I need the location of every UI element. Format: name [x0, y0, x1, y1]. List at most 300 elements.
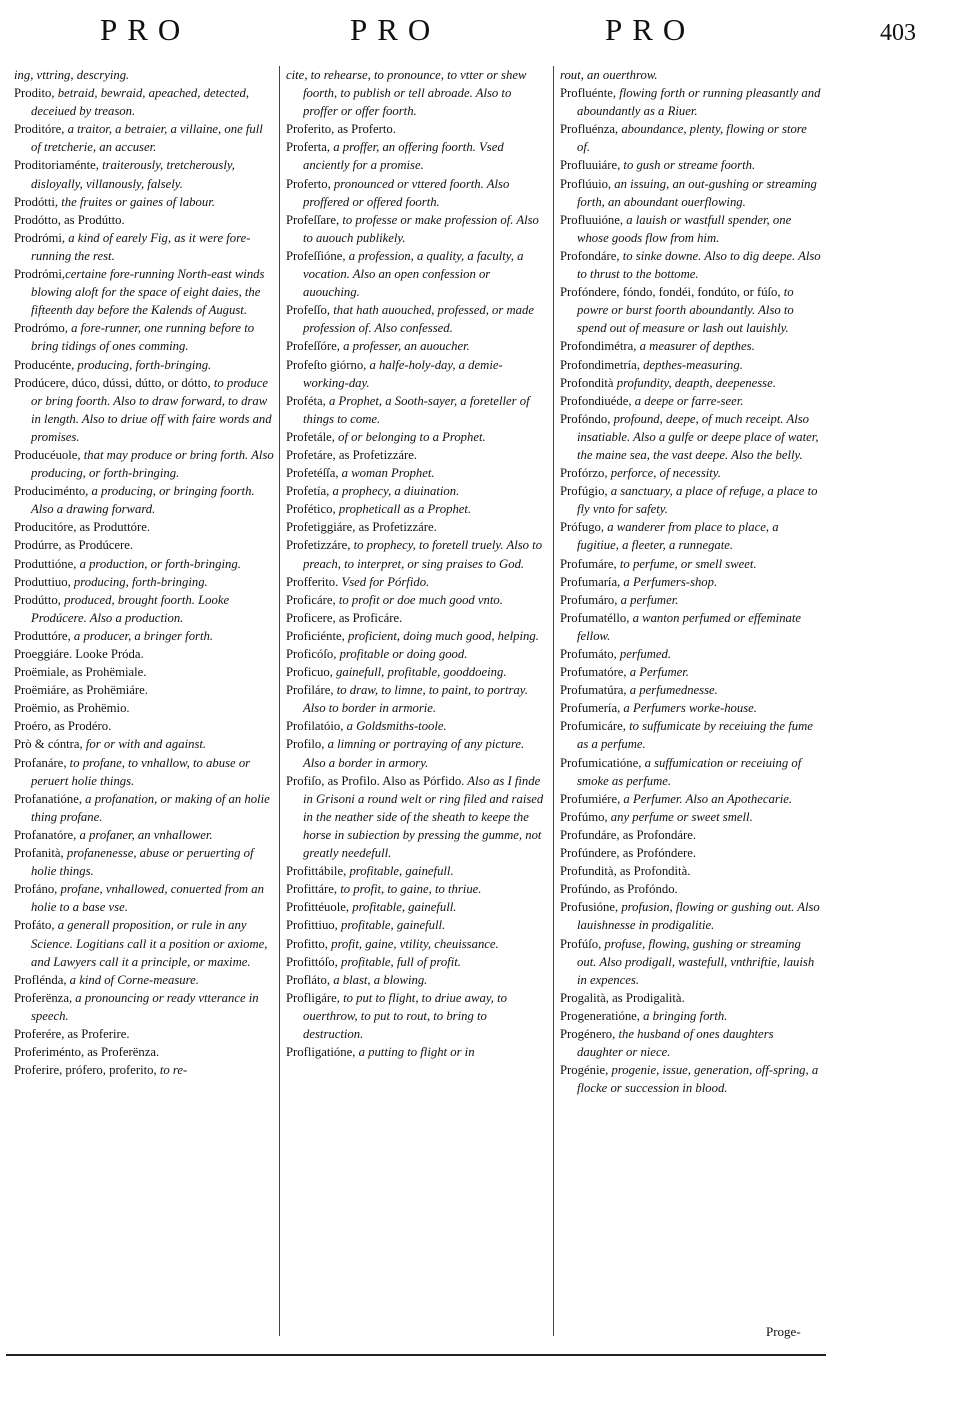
- dictionary-entry: [14, 573, 274, 591]
- dictionary-entry: [286, 609, 544, 627]
- entry-headword: Proflénda,: [14, 972, 67, 987]
- entry-headword: Profumería,: [560, 701, 621, 716]
- entry-headword: Profúſo,: [560, 936, 602, 951]
- entry-headword: Producitóre, as Produttóre.: [14, 520, 151, 535]
- dictionary-entry: [14, 265, 274, 319]
- entry-headword: Profundità, as Profondità.: [560, 864, 691, 879]
- dictionary-entry: [560, 826, 822, 844]
- entry-definition: certaine fore-running North-east winds blowing aloft for the space of eight daies, the fifteenth day before the Kalends of August.: [31, 267, 265, 318]
- dictionary-entry: [286, 464, 544, 482]
- dictionary-entry: [286, 1043, 544, 1061]
- entry-headword: Profetéſſa,: [286, 466, 339, 481]
- entry-definition: a bringing forth.: [639, 1008, 728, 1023]
- entry-definition: a deepe or farre-seer.: [631, 393, 744, 408]
- entry-headword: Profondimetría,: [560, 357, 640, 372]
- dictionary-entry: [14, 699, 274, 717]
- entry-definition: to sinke downe. Also to dig deepe. Also to thrust to the bottome.: [577, 248, 821, 282]
- entry-headword: Proferënza,: [14, 990, 73, 1005]
- entry-headword: Profóndo,: [560, 411, 611, 426]
- entry-definition: gainefull, profitable, gooddoeing.: [332, 665, 507, 680]
- dictionary-entry: [286, 880, 544, 898]
- entry-definition: a generall proposition, or rule in any Science. Logitians call it a position or axiome, and Lawyers call it a principle, or maxime.: [31, 918, 268, 969]
- dictionary-entry: [14, 844, 274, 880]
- dictionary-entry: [286, 591, 544, 609]
- entry-definition: produced, brought foorth. Looke Prodúcere. Also a production.: [31, 592, 230, 625]
- entry-headword: Proditóre,: [14, 122, 65, 137]
- entry-definition: profitable, full of profit.: [337, 954, 461, 969]
- dictionary-entry: [14, 1061, 274, 1079]
- dictionary-entry: [286, 518, 544, 536]
- entry-definition: a production, or forth-bringing.: [76, 556, 241, 571]
- dictionary-entry: [14, 482, 274, 518]
- entry-definition: to produce or bring foorth. Also to draw forward, to draw in length. Also to driue off with faire words and promises.: [31, 375, 272, 444]
- dictionary-entry: [560, 482, 822, 518]
- dictionary-entry: [560, 66, 822, 84]
- entry-headword: Prodúrre, as Prodúcere.: [14, 538, 134, 553]
- entry-headword: Profanáre,: [14, 755, 67, 770]
- entry-headword: Profondità: [560, 375, 614, 390]
- dictionary-entry: [14, 555, 274, 573]
- entry-definition: profanenesse, abuse or peruerting of holie things.: [31, 846, 254, 879]
- entry-headword: Profáto,: [14, 918, 55, 933]
- entry-definition: to professe or make profession of. Also to auouch publikely.: [303, 212, 539, 245]
- entry-definition: to put to flight, to driue away, to ouerthrow, to put to rout, to bring to destruction.: [303, 990, 507, 1041]
- dictionary-entry: [14, 84, 274, 120]
- dictionary-entry: [286, 681, 544, 717]
- dictionary-entry: [560, 1007, 822, 1025]
- entry-definition: profitable, gainefull.: [346, 864, 454, 879]
- dictionary-entry: [14, 591, 274, 627]
- entry-definition: profundity, deapth, deepenesse.: [613, 375, 776, 390]
- entry-headword: Profiláre,: [286, 683, 334, 698]
- entry-headword: Proferto,: [286, 176, 331, 191]
- entry-headword: Profumáre,: [560, 556, 617, 571]
- dictionary-entry: [560, 211, 822, 247]
- entry-definition: to re-: [156, 1063, 188, 1078]
- entry-headword: Profetizzáre,: [286, 538, 351, 553]
- dictionary-entry: [14, 156, 274, 192]
- dictionary-entry: [560, 1061, 822, 1097]
- entry-headword: Profluénza,: [560, 122, 619, 137]
- dictionary-entry: [14, 826, 274, 844]
- entry-definition: a pronouncing or ready vtterance in speech.: [31, 990, 259, 1023]
- dictionary-entry: [286, 428, 544, 446]
- entry-definition: progenie, issue, generation, off-spring, a flocke or succession in blood.: [577, 1063, 819, 1096]
- entry-headword: Proficáre,: [286, 592, 336, 607]
- dictionary-entry: [286, 482, 544, 500]
- entry-headword: Proditoriaménte,: [14, 158, 99, 173]
- entry-headword: Profeſſóre,: [286, 339, 340, 354]
- entry-definition: a halfe-holy-day, a demie-working-day.: [303, 357, 503, 390]
- entry-definition: producing, forth-bringing.: [70, 574, 208, 589]
- entry-headword: Profetía,: [286, 484, 330, 499]
- entry-definition: propheticall as a Prophet.: [335, 502, 472, 517]
- dictionary-entry: [14, 790, 274, 826]
- dictionary-entry: [286, 663, 544, 681]
- dictionary-entry: [286, 301, 544, 337]
- entry-headword: Profanità,: [14, 846, 64, 861]
- entry-headword: Proféta,: [286, 393, 326, 408]
- entry-headword: Proëmiáre, as Prohëmiáre.: [14, 683, 148, 698]
- entry-definition: cite, to rehearse, to pronounce, to vtter or shew foorth, to publish or tell abroade. Also to proffer or offer foorth.: [286, 68, 527, 119]
- column-1: [14, 66, 274, 1079]
- entry-headword: Profláto,: [286, 972, 331, 987]
- entry-definition: profuse, flowing, gushing or streaming out. Also prodigall, wastefull, vnthriftie, lauish in expences.: [577, 936, 815, 987]
- entry-headword: Prodrómi,: [14, 230, 66, 245]
- dictionary-entry: [560, 392, 822, 410]
- entry-definition: a measurer of depthes.: [636, 339, 755, 354]
- entry-definition: a woman Prophet.: [338, 466, 435, 481]
- entry-headword: Prodrómo,: [14, 321, 68, 336]
- entry-definition: to profit or doe much good vnto.: [335, 592, 503, 607]
- entry-definition: rout, an ouerthrow.: [560, 68, 658, 82]
- entry-headword: Profumatóre,: [560, 665, 627, 680]
- entry-headword: Profumatéllo,: [560, 610, 630, 625]
- entry-definition: the fruites or gaines of labour.: [58, 194, 215, 209]
- dictionary-entry: [560, 84, 822, 120]
- dictionary-entry: [560, 120, 822, 156]
- entry-headword: Proferére, as Proferire.: [14, 1026, 130, 1041]
- entry-definition: ing, vttring, descrying.: [14, 68, 130, 82]
- entry-headword: Prófugo,: [560, 520, 605, 535]
- column-divider: [553, 66, 554, 1336]
- entry-headword: Prodótti,: [14, 194, 59, 209]
- dictionary-entry: [286, 935, 544, 953]
- entry-headword: Profumaría,: [560, 574, 621, 589]
- entry-headword: Profetále,: [286, 429, 335, 444]
- entry-headword: Profúmo,: [560, 809, 608, 824]
- entry-definition: profitable, gainefull.: [349, 900, 457, 915]
- running-head-center: PRO: [350, 12, 441, 47]
- entry-headword: Profumicatióne,: [560, 755, 642, 770]
- entry-definition: profane, vnhallowed, conuerted from an holie to a base vse.: [31, 882, 264, 915]
- entry-headword: Progénie,: [560, 1063, 609, 1078]
- dictionary-entry: [14, 717, 274, 735]
- entry-headword: Proflúuio,: [560, 176, 612, 191]
- column-3: [560, 66, 822, 1097]
- dictionary-entry: [14, 518, 274, 536]
- dictionary-entry: [286, 356, 544, 392]
- entry-definition: a Goldsmiths-toole.: [343, 719, 447, 734]
- entry-headword: Produttióne,: [14, 556, 77, 571]
- dictionary-entry: [560, 935, 822, 989]
- running-header: [0, 8, 979, 48]
- entry-definition: a profaner, an vnhallower.: [76, 827, 213, 842]
- entry-definition: a Perfumers worke-house.: [620, 701, 757, 716]
- dictionary-entry: [286, 573, 544, 591]
- dictionary-entry: [286, 536, 544, 572]
- entry-definition: to gush or streame foorth.: [620, 158, 756, 173]
- dictionary-entry: [560, 573, 822, 591]
- entry-headword: Proficere, as Proficáre.: [286, 610, 403, 625]
- dictionary-entry: [286, 862, 544, 880]
- entry-definition: a fore-runner, one running before to bring tidings of ones comming.: [31, 321, 255, 354]
- dictionary-entry: [286, 247, 544, 301]
- entry-headword: Profúndo, as Profóndo.: [560, 882, 678, 897]
- dictionary-entry: [14, 120, 274, 156]
- entry-headword: Profittiuo,: [286, 918, 338, 933]
- dictionary-entry: [286, 953, 544, 971]
- entry-headword: Profligáre,: [286, 990, 340, 1005]
- dictionary-entry: [14, 536, 274, 554]
- dictionary-entry: [286, 971, 544, 989]
- entry-headword: Profanatóre,: [14, 827, 77, 842]
- entry-definition: a producing, or bringing foorth. Also a drawing forward.: [31, 484, 255, 517]
- entry-definition: a profanation, or making of an holie thing profane.: [31, 791, 270, 824]
- dictionary-entry: [286, 898, 544, 916]
- entry-definition: a prophecy, a diuination.: [329, 484, 460, 499]
- dictionary-entry: [286, 211, 544, 247]
- entry-definition: a limning or portraying of any picture. Also a border in armory.: [303, 737, 525, 770]
- entry-headword: Profluénte,: [560, 86, 617, 101]
- dictionary-entry: [560, 754, 822, 790]
- entry-headword: Profetiggiáre, as Profetizzáre.: [286, 520, 437, 535]
- entry-definition: the husband of ones daughters daughter or niece.: [577, 1026, 774, 1060]
- dictionary-entry: [560, 374, 822, 392]
- entry-definition: aboundance, plenty, flowing or store of.: [577, 122, 807, 155]
- entry-definition: a Perfumer. Also an Apothecarie.: [620, 791, 793, 806]
- dictionary-entry: [560, 555, 822, 573]
- entry-definition: profitable or doing good.: [336, 647, 468, 661]
- entry-headword: Profético,: [286, 502, 336, 517]
- entry-headword: Profittóſo,: [286, 954, 338, 969]
- entry-headword: Proferito, as Proferto.: [286, 122, 396, 137]
- dictionary-entry: [286, 500, 544, 518]
- entry-headword: Prodótto, as Prodútto.: [14, 212, 125, 227]
- entry-headword: Profórzo,: [560, 466, 608, 481]
- entry-definition: a suffumication or receiuing of smoke as perfume.: [577, 755, 802, 788]
- entry-headword: Prodúcere, dúco, dússi, dútto, or dótto,: [14, 375, 211, 390]
- entry-definition: pronounced or vttered foorth. Also proffered or offered foorth.: [303, 176, 510, 209]
- dictionary-entry: [14, 1043, 274, 1061]
- entry-headword: Proferta,: [286, 140, 331, 155]
- dictionary-entry: [560, 609, 822, 645]
- entry-definition: of or belonging to a Prophet.: [334, 429, 486, 444]
- entry-headword: Produciménto,: [14, 484, 89, 499]
- entry-definition: a Perfumers-shop.: [620, 574, 718, 589]
- entry-headword: Profúgio,: [560, 484, 608, 499]
- dictionary-entry: [560, 1025, 822, 1061]
- entry-headword: Profusióne,: [560, 900, 619, 915]
- entry-definition: to profane, to vnhallow, to abuse or peruert holie things.: [31, 755, 251, 788]
- entry-definition: for or with and against.: [82, 737, 207, 752]
- entry-definition: depthes-measuring.: [640, 357, 743, 372]
- dictionary-entry: [560, 699, 822, 717]
- entry-definition: a producer, a bringer forth.: [70, 628, 214, 643]
- entry-headword: Proferire, prófero, proferito,: [14, 1063, 157, 1078]
- entry-headword: Profumatúra,: [560, 683, 627, 698]
- entry-definition: profound, deepe, of much receipt. Also insatiable. Also a gulfe or deepe place of water, the maine sea, the vast deepe. Also the belly.: [577, 411, 819, 462]
- entry-headword: Proficóſo,: [286, 647, 337, 661]
- entry-headword: Proëmio, as Prohëmio.: [14, 701, 130, 716]
- entry-definition: a wanton perfumed or effeminate fellow.: [577, 610, 802, 643]
- bottom-rule: [6, 1354, 826, 1356]
- dictionary-entry: [14, 880, 274, 916]
- dictionary-entry: [286, 392, 544, 428]
- entry-definition: profusion, flowing or gushing out. Also lauishnesse in prodigalitie.: [577, 900, 820, 933]
- entry-headword: Profligatióne,: [286, 1045, 356, 1060]
- entry-headword: Profilo,: [286, 737, 325, 752]
- entry-headword: Profundáre, as Profondáre.: [560, 827, 696, 842]
- entry-headword: Proficiénte,: [286, 628, 345, 643]
- entry-headword: Profilatóio,: [286, 719, 344, 734]
- dictionary-entry: [560, 862, 822, 880]
- entry-headword: Profitto,: [286, 936, 328, 951]
- catchword: Proge-: [766, 1324, 801, 1339]
- running-head-right: PRO: [605, 12, 696, 47]
- entry-headword: Prò & cóntra,: [14, 737, 83, 752]
- entry-headword: Profumáro,: [560, 592, 618, 607]
- dictionary-entry: [14, 319, 274, 355]
- dictionary-entry: [560, 518, 822, 554]
- dictionary-entry: [286, 645, 544, 663]
- entry-headword: Produttiuo,: [14, 574, 71, 589]
- entry-definition: profit, gaine, vtility, cheuissance.: [327, 936, 499, 951]
- entry-definition: to profit, to gaine, to thriue.: [337, 882, 482, 897]
- dictionary-entry: [286, 772, 544, 862]
- entry-definition: a Perfumer.: [626, 665, 689, 680]
- dictionary-entry: [560, 283, 822, 337]
- entry-definition: a putting to flight or in: [355, 1045, 475, 1060]
- entry-definition: perforce, of necessity.: [607, 466, 721, 481]
- entry-definition: producing, forth-bringing.: [74, 357, 212, 372]
- dictionary-entry: [14, 356, 274, 374]
- entry-headword: Profeſſo,: [286, 303, 331, 318]
- dictionary-entry: [560, 410, 822, 464]
- entry-headword: Proficuo,: [286, 665, 333, 680]
- entry-headword: Profondáre,: [560, 248, 620, 263]
- entry-headword: Profittéuole,: [286, 900, 350, 915]
- dictionary-entry: [14, 754, 274, 790]
- entry-definition: profitable, gainefull.: [337, 918, 446, 933]
- dictionary-entry: [14, 374, 274, 446]
- entry-headword: Producéuole,: [14, 447, 81, 462]
- entry-definition: a kind of Corne-measure.: [66, 972, 199, 987]
- dictionary-entry: [560, 464, 822, 482]
- dictionary-entry: [560, 156, 822, 174]
- dictionary-entry: [560, 790, 822, 808]
- dictionary-entry: [286, 989, 544, 1043]
- entry-headword: Profeſſióne,: [286, 248, 346, 263]
- entry-headword: Producénte,: [14, 357, 75, 372]
- entry-definition: a kind of earely Fig, as it were fore-running the rest.: [31, 230, 251, 263]
- dictionary-entry: [560, 356, 822, 374]
- entry-definition: a lauish or wastfull spender, one whose goods flow from him.: [577, 212, 792, 245]
- entry-headword: Profiſo, as Profilo. Also as Pórfido.: [286, 773, 465, 788]
- entry-definition: a wanderer from place to place, a fugitiue, a fleeter, a runnegate.: [577, 520, 779, 553]
- dictionary-entry: [560, 681, 822, 699]
- dictionary-entry: [560, 645, 822, 663]
- dictionary-entry: [286, 120, 544, 138]
- column-divider: [279, 66, 280, 1336]
- entry-definition: a traitor, a betraier, a villaine, one full of tretcherie, an accuser.: [31, 122, 263, 155]
- dictionary-entry: [14, 1025, 274, 1043]
- entry-definition: that hath auouched, professed, or made profession of. Also confessed.: [303, 303, 534, 336]
- entry-definition: to prophecy, to foretell truely. Also to preach, to interpret, or sing praises to God.: [303, 538, 543, 571]
- dictionary-entry: [560, 591, 822, 609]
- dictionary-entry: [560, 663, 822, 681]
- dictionary-entry: [14, 663, 274, 681]
- entry-headword: Profeſto giórno,: [286, 357, 367, 372]
- dictionary-entry: [14, 211, 274, 229]
- entry-definition: any perfume or sweet smell.: [607, 809, 753, 824]
- entry-definition: to draw, to limne, to paint, to portray. Also to border in armorie.: [303, 683, 528, 716]
- entry-headword: Profeſſare,: [286, 212, 340, 227]
- dictionary-entry: [14, 229, 274, 265]
- dictionary-entry: [14, 627, 274, 645]
- entry-headword: Profittábile,: [286, 864, 347, 879]
- entry-headword: Prodútto,: [14, 592, 61, 607]
- entry-definition: a perfumer.: [617, 592, 679, 607]
- dictionary-entry: [14, 645, 274, 663]
- dictionary-entry: [14, 916, 274, 970]
- entry-definition: a blast, a blowing.: [330, 972, 428, 987]
- entry-headword: Profferito.: [286, 574, 339, 589]
- entry-headword: Proëmiale, as Prohëmiale.: [14, 665, 147, 680]
- entry-definition: a proffer, an offering foorth. Vsed anciently for a promise.: [303, 140, 504, 173]
- entry-definition: betraid, bewraid, apeached, detected, deceiued by treason.: [31, 86, 250, 119]
- entry-definition: a perfumednesse.: [626, 683, 718, 698]
- dictionary-entry: [14, 66, 274, 84]
- entry-definition: a profession, a quality, a faculty, a vocation. Also an open confession or auouching.: [303, 248, 524, 300]
- entry-headword: Profittáre,: [286, 882, 338, 897]
- entry-headword: Profumiére,: [560, 791, 621, 806]
- dictionary-entry: [560, 247, 822, 283]
- entry-definition: an issuing, an out-gushing or streaming forth, an aboundant ouerflowing.: [577, 176, 817, 209]
- dictionary-entry: [286, 175, 544, 211]
- entry-definition: a professer, an auoucher.: [339, 339, 470, 354]
- dictionary-entry: [286, 735, 544, 771]
- entry-definition: perfumed.: [616, 647, 672, 661]
- dictionary-entry: [14, 446, 274, 482]
- entry-headword: Progénero,: [560, 1026, 616, 1041]
- entry-definition: Also as I finde in Grisoni a round welt or ring filed and raised in the neather side of the sheath to keepe the horse in subiection by pressing the gumme, not greatly needefull.: [303, 773, 544, 861]
- dictionary-entry: [560, 880, 822, 898]
- entry-definition: to perfume, or smell sweet.: [616, 556, 757, 571]
- entry-definition: flowing forth or running pleasantly and aboundantly as a Riuer.: [577, 86, 821, 119]
- dictionary-entry: [14, 193, 274, 211]
- entry-headword: Profóndere, fóndo, fondéi, fondúto, or fúſo,: [560, 285, 781, 300]
- dictionary-entry: [560, 175, 822, 211]
- entry-definition: proficient, doing much good, helping.: [344, 628, 539, 643]
- dictionary-entry: [14, 735, 274, 753]
- entry-headword: Progeneratióne,: [560, 1008, 640, 1023]
- entry-headword: Prodrómi,: [14, 267, 66, 282]
- dictionary-entry: [286, 627, 544, 645]
- entry-headword: Proferiménto, as Proferënza.: [14, 1045, 160, 1060]
- page-number: 403: [880, 20, 916, 46]
- entry-headword: Prodito,: [14, 86, 55, 101]
- dictionary-entry: [560, 808, 822, 826]
- entry-headword: Produttóre,: [14, 628, 71, 643]
- dictionary-entry: [286, 138, 544, 174]
- dictionary-entry: [560, 898, 822, 934]
- dictionary-entry: [286, 66, 544, 120]
- entry-definition: traiterously, tretcherously, disloyally, villanously, falsely.: [31, 158, 235, 191]
- dictionary-entry: [286, 916, 544, 934]
- entry-definition: a Prophet, a Sooth-sayer, a foreteller of things to come.: [303, 393, 530, 426]
- entry-definition: to suffumicate by receiuing the fume as a perfume.: [577, 719, 813, 752]
- entry-definition: to powre or burst foorth aboundantly. Also to spend out of measure or lash out lauishly.: [577, 285, 794, 336]
- entry-headword: Profondiuéde,: [560, 393, 632, 408]
- entry-headword: Profluuióne,: [560, 212, 624, 227]
- entry-headword: Profondimétra,: [560, 339, 637, 354]
- entry-headword: Profumicáre,: [560, 719, 626, 734]
- entry-definition: that may produce or bring forth. Also producing, or forth-bringing.: [31, 447, 274, 481]
- dictionary-entry: [560, 989, 822, 1007]
- entry-headword: Profetáre, as Profetizzáre.: [286, 447, 418, 462]
- dictionary-entry: [286, 446, 544, 464]
